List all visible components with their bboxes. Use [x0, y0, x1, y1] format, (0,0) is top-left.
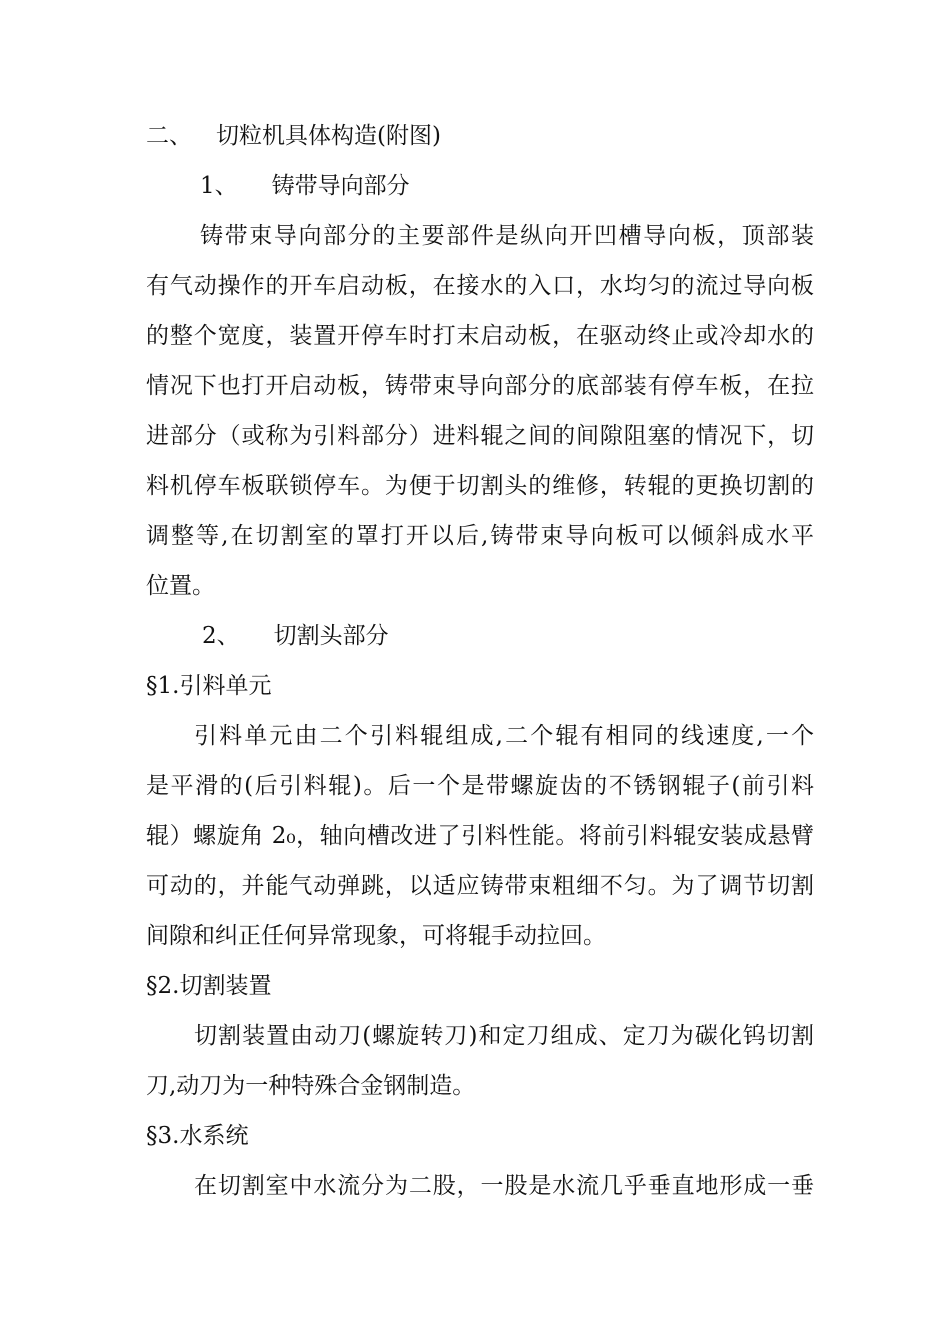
paragraph-1-line: 调整等,在切割室的罩打开以后,铸带束导向板可以倾斜成水平: [146, 523, 814, 549]
subheading-1-text: 铸带导向部分: [271, 173, 410, 199]
paragraph-1-line: 进部分（或称为引料部分）进料辊之间的间隙阻塞的情况下，切: [146, 423, 814, 449]
paragraph-3-line: 切割装置由动刀(螺旋转刀)和定刀组成、定刀为碳化钨切割: [194, 1023, 814, 1049]
paragraph-1-line: 情况下也打开启动板，铸带束导向部分的底部装有停车板，在拉: [146, 373, 814, 399]
paragraph-1-line: 有气动操作的开车启动板，在接水的入口，水均匀的流过导向板: [146, 273, 814, 299]
paragraph-2-line: 间隙和纠正任何异常现象，可将辊手动拉回。: [146, 923, 606, 949]
subheading-1-number: 1、: [200, 173, 238, 199]
subheading-2-text: 切割头部分: [273, 623, 389, 649]
paragraph-1-line: 料机停车板联锁停车。为便于切割头的维修，转辊的更换切割的: [146, 473, 814, 499]
section-2-title: §2.切割装置: [146, 973, 272, 999]
main-heading: [146, 121, 814, 151]
paragraph-2-line: 是平滑的(后引料辊)。后一个是带螺旋齿的不锈钢辊子(前引料: [146, 773, 814, 799]
paragraph-2-line: 辊）螺旋角 2₀，轴向槽改进了引料性能。将前引料辊安装成悬臂: [146, 823, 814, 849]
section-3-title: §3.水系统: [146, 1123, 249, 1149]
subheading-2-number: 2、: [202, 623, 240, 649]
section-1-title: §1.引料单元: [146, 673, 272, 699]
subheading-2: [202, 621, 870, 651]
main-heading-text: 切粒机具体构造(附图): [216, 123, 441, 149]
paragraph-1-line: 的整个宽度，装置开停车时打末启动板，在驱动终止或冷却水的: [146, 323, 814, 349]
paragraph-1-line: 铸带束导向部分的主要部件是纵向开凹槽导向板，顶部装: [200, 223, 814, 249]
paragraph-4-line: 在切割室中水流分为二股，一股是水流几乎垂直地形成一垂: [194, 1173, 814, 1199]
paragraph-2-line: 可动的，并能气动弹跳，以适应铸带束粗细不匀。为了调节切割: [146, 873, 814, 899]
paragraph-3-line: 刀,动刀为一种特殊合金钢制造。: [146, 1073, 476, 1099]
subheading-1: [200, 171, 868, 201]
paragraph-1-line: 位置。: [146, 573, 215, 599]
main-heading-number: 二、: [146, 123, 192, 149]
paragraph-2-line: 引料单元由二个引料辊组成,二个辊有相同的线速度,一个: [194, 723, 814, 749]
